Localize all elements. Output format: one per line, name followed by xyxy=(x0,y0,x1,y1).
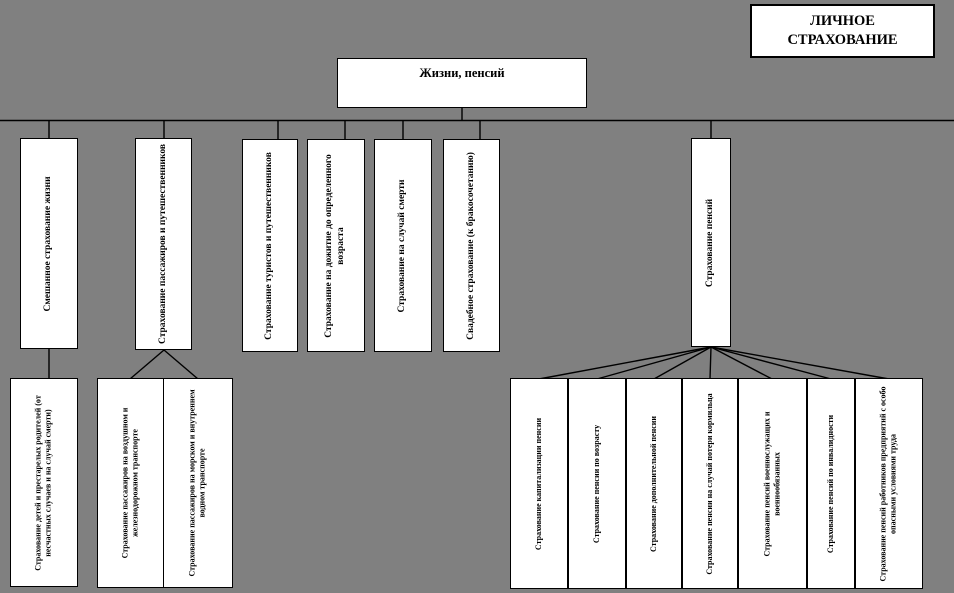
node-mixed-life xyxy=(20,138,78,349)
node-pension-military-label: Страхование пенсий военнослужащих и военнообязанных xyxy=(762,411,782,557)
node-pension-capitalization xyxy=(510,378,568,589)
node-pension-disability-label: Страхование пенсий по инвалидности xyxy=(825,414,835,553)
node-endowment-label: Страхование на дожитие до определенного возраста xyxy=(324,153,346,338)
node-pension-hazardous-label: Страхование пенсий работников предприятий с особо опасными условиями труда xyxy=(878,386,898,581)
node-wedding-label: Свадебное страхование (к бракосочетанию) xyxy=(465,151,476,340)
node-pensions xyxy=(691,138,731,347)
node-air-rail-transport xyxy=(97,378,164,588)
node-pension-military xyxy=(738,378,807,589)
node-sea-water-transport xyxy=(163,378,233,588)
node-pension-age-label: Страхование пенсии по возрасту xyxy=(591,424,601,543)
node-pensions-label: Страхование пенсий xyxy=(705,198,716,287)
node-passengers xyxy=(135,138,192,350)
node-pension-disability xyxy=(807,378,855,589)
node-life-pensions-label: Жизни, пенсий xyxy=(419,66,505,80)
node-pension-hazardous xyxy=(855,378,923,589)
node-pension-age xyxy=(568,378,626,589)
node-pension-additional-label: Страхование дополнительной пенсии xyxy=(648,415,658,552)
diagram-title-box xyxy=(750,4,935,58)
node-passengers-label: Страхование пассажиров и путешественников xyxy=(157,143,168,344)
node-children-elderly-label: Страхование детей и престарелых родителей (от несчастных случаев и на случай смерти) xyxy=(33,394,53,571)
diagram-title-label: ЛИЧНОЕ СТРАХОВАНИЕ xyxy=(787,13,898,48)
node-pension-breadwinner xyxy=(682,378,738,589)
node-death xyxy=(374,139,432,352)
node-pension-additional xyxy=(626,378,682,589)
node-wedding xyxy=(443,139,500,352)
node-tourists xyxy=(242,139,298,352)
node-endowment xyxy=(307,139,365,352)
node-life-pensions xyxy=(337,58,587,108)
node-pension-capitalization-label: Страхование капитализации пенсии xyxy=(533,417,543,550)
node-air-rail-transport-label: Страхование пассажиров на воздушном и железнодорожном транспорте xyxy=(120,407,140,559)
node-mixed-life-label: Смешанное страхование жизни xyxy=(43,175,54,312)
node-pension-breadwinner-label: Страхование пенсии на случай потери кормильца xyxy=(704,392,714,575)
node-children-elderly xyxy=(10,378,78,587)
node-tourists-label: Страхование туристов и путешественников xyxy=(264,151,275,340)
node-death-label: Страхование на случай смерти xyxy=(397,179,408,312)
node-sea-water-transport-label: Страхование пассажиров на морском и внутреннем водном транспорте xyxy=(187,389,207,577)
